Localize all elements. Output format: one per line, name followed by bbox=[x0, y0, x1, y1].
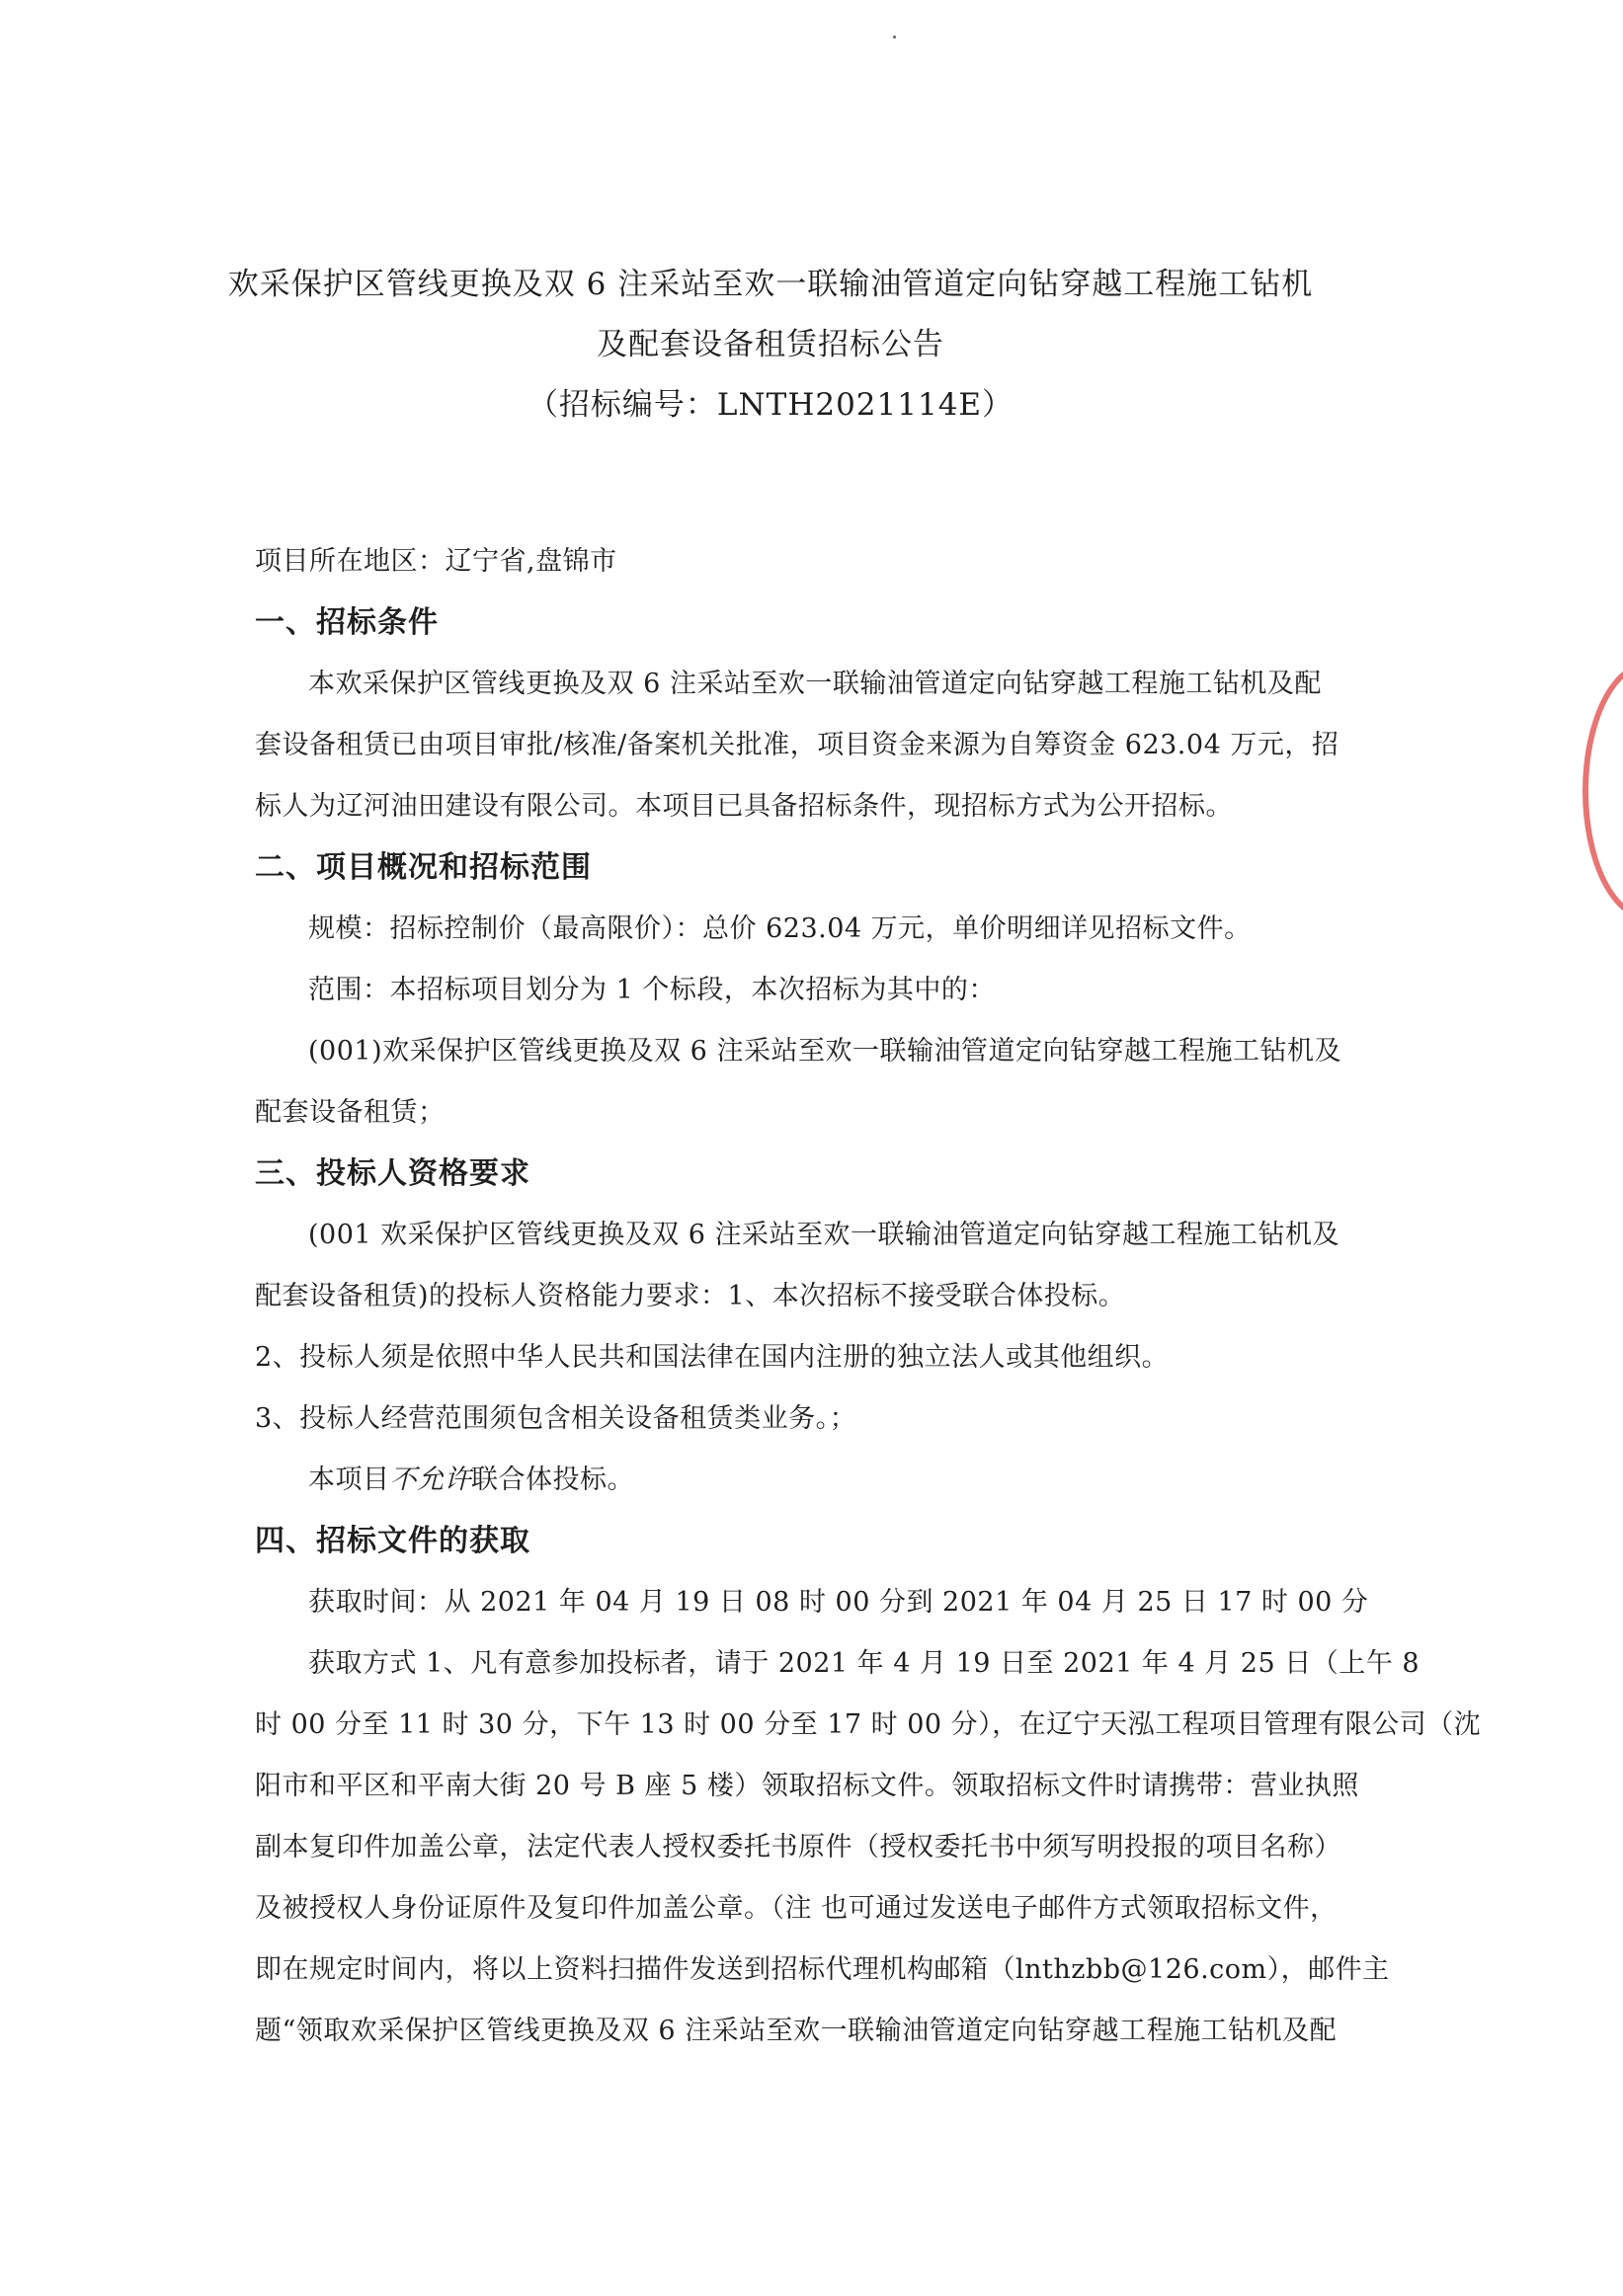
title-tender-number: （招标编号：LNTH2021114E） bbox=[527, 387, 1014, 423]
section-2-heading: 二、项目概况和招标范围 bbox=[255, 850, 592, 885]
qualification-line: 2、投标人须是依照中华人民共和国法律在国内注册的独立法人或其他组织。 bbox=[255, 1342, 1170, 1373]
lot-description-line: (001)欢采保护区管线更换及双 6 注采站至欢一联输油管道定向钻穿越工程施工钻机及 bbox=[308, 1036, 1341, 1067]
section-1-heading: 一、招标条件 bbox=[255, 605, 439, 640]
acquisition-method-line: 时 00 分至 11 时 30 分，下午 13 时 00 分至 17 时 00 分），在辽宁天泓工程项目管理有限公司（沈 bbox=[255, 1709, 1482, 1740]
qualification-line: 配套设备租赁)的投标人资格能力要求：1、本次招标不接受联合体投标。 bbox=[255, 1281, 1126, 1311]
acquisition-method-line: 即在规定时间内，将以上资料扫描件发送到招标代理机构邮箱（lnthzbb@126.com），邮件主 bbox=[255, 1954, 1390, 1985]
acquisition-time: 获取时间：从 2021 年 04 月 19 日 08 时 00 分到 2021 年 04 月 25 日 17 时 00 分 bbox=[308, 1587, 1369, 1618]
lot-description-line: 配套设备租赁； bbox=[255, 1097, 446, 1128]
document-title bbox=[198, 255, 1343, 435]
title-line-2: 及配套设备租赁招标公告 bbox=[597, 327, 944, 362]
red-seal-stamp bbox=[1582, 662, 1623, 920]
consortium-note-post: 联合体投标。 bbox=[471, 1465, 634, 1495]
bid-scale: 规模：招标控制价（最高限价）：总价 623.04 万元，单价明细详见招标文件。 bbox=[308, 913, 1252, 944]
consortium-note bbox=[255, 1450, 1351, 1511]
section-3-heading: 三、投标人资格要求 bbox=[255, 1156, 530, 1191]
section-1-paragraph-line: 标人为辽河油田建设有限公司。本项目已具备招标条件，现招标方式为公开招标。 bbox=[255, 791, 1233, 822]
acquisition-method-line: 获取方式 1、凡有意参加投标者，请于 2021 年 4 月 19 日至 2021 年 4 月 25 日（上午 8 bbox=[308, 1648, 1420, 1679]
section-1-paragraph-line: 本欢采保护区管线更换及双 6 注采站至欢一联输油管道定向钻穿越工程施工钻机及配 bbox=[308, 669, 1322, 699]
acquisition-method-line: 题“领取欢采保护区管线更换及双 6 注采站至欢一联输油管道定向钻穿越工程施工钻机及配 bbox=[255, 2016, 1338, 2046]
section-4-heading: 四、招标文件的获取 bbox=[255, 1524, 530, 1558]
title-line-1: 欢采保护区管线更换及双 6 注采站至欢一联输油管道定向钻穿越工程施工钻机 bbox=[227, 267, 1314, 302]
section-1-paragraph-line: 套设备租赁已由项目审批/核准/备案机关批准，项目资金来源为自筹资金 623.04 万元，招 bbox=[255, 730, 1339, 760]
consortium-note-pre: 本项目 bbox=[308, 1465, 390, 1495]
acquisition-method-line: 副本复印件加盖公章，法定代表人授权委托书原件（授权委托书中须写明投报的项目名称） bbox=[255, 1832, 1341, 1862]
qualification-line: 3、投标人经营范围须包含相关设备租赁类业务。； bbox=[255, 1403, 857, 1434]
acquisition-method-line: 及被授权人身份证原件及复印件加盖公章。（注 也可通过发送电子邮件方式领取招标文件， bbox=[255, 1893, 1338, 1924]
project-location: 项目所在地区：辽宁省,盘锦市 bbox=[255, 546, 617, 577]
acquisition-method-line: 阳市和平区和平南大街 20 号 B 座 5 楼）领取招标文件。领取招标文件时请携带：营业执照 bbox=[255, 1771, 1359, 1801]
scan-speck bbox=[893, 36, 896, 39]
document-body bbox=[255, 531, 1482, 2062]
qualification-line: (001 欢采保护区管线更换及双 6 注采站至欢一联输油管道定向钻穿越工程施工钻机及 bbox=[308, 1220, 1339, 1250]
consortium-note-emphasis: 不允许 bbox=[389, 1465, 471, 1495]
bid-range: 范围：本招标项目划分为 1 个标段，本次招标为其中的： bbox=[308, 975, 996, 1005]
